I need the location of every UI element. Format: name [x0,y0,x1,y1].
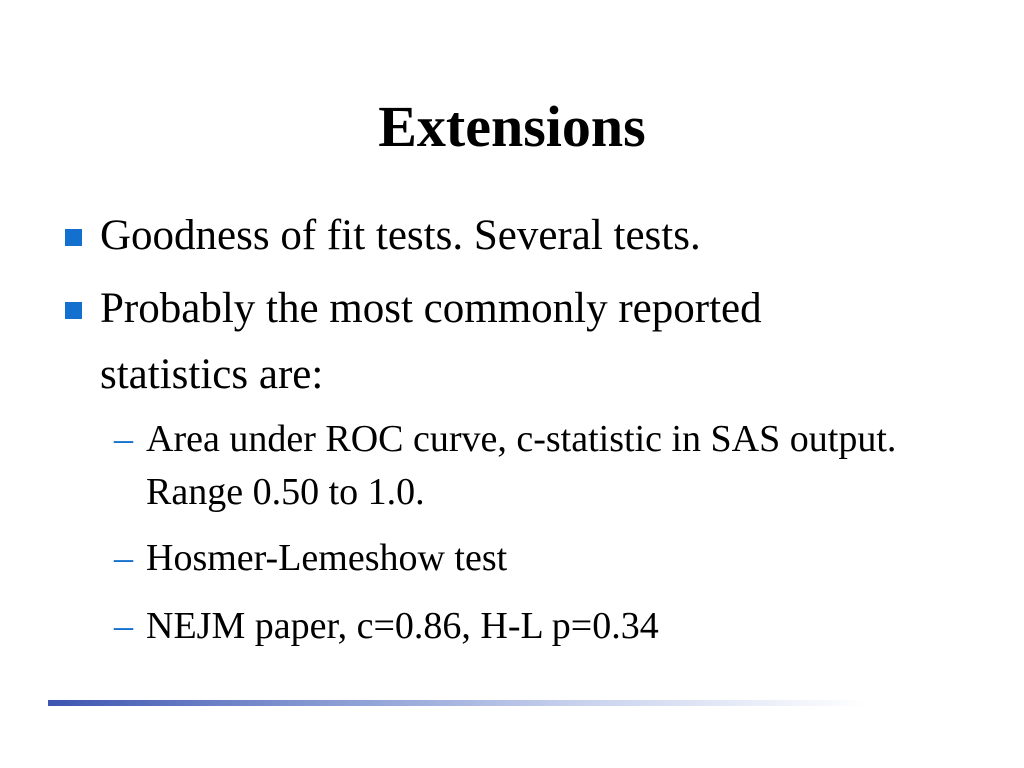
square-bullet-icon [65,302,82,319]
bullet-text: Probably the most commonly reported statistics are: [100,285,762,398]
sub-bullet-item-roc-curve [114,413,936,519]
sub-bullet-item-hosmer-lemeshow [114,532,936,585]
slide-title: Extensions [378,94,646,159]
sub-bullet-text: NEJM paper, c=0.86, H-L p=0.34 [146,605,659,647]
bullet-text: Goodness of fit tests. Several tests. [100,212,701,259]
dash-bullet-icon: – [114,537,133,579]
footer-divider [48,700,868,706]
sub-bullet-text: Area under ROC curve, c-statistic in SAS output. Range 0.50 to 1.0. [146,418,897,513]
square-bullet-icon [65,229,82,246]
dash-bullet-icon: – [114,418,133,460]
bullet-item-goodness-of-fit [100,203,920,269]
bullet-item-commonly-reported [100,276,920,408]
dash-bullet-icon: – [114,605,133,647]
sub-bullet-item-nejm-paper [114,600,936,653]
sub-bullet-text: Hosmer-Lemeshow test [146,537,508,579]
